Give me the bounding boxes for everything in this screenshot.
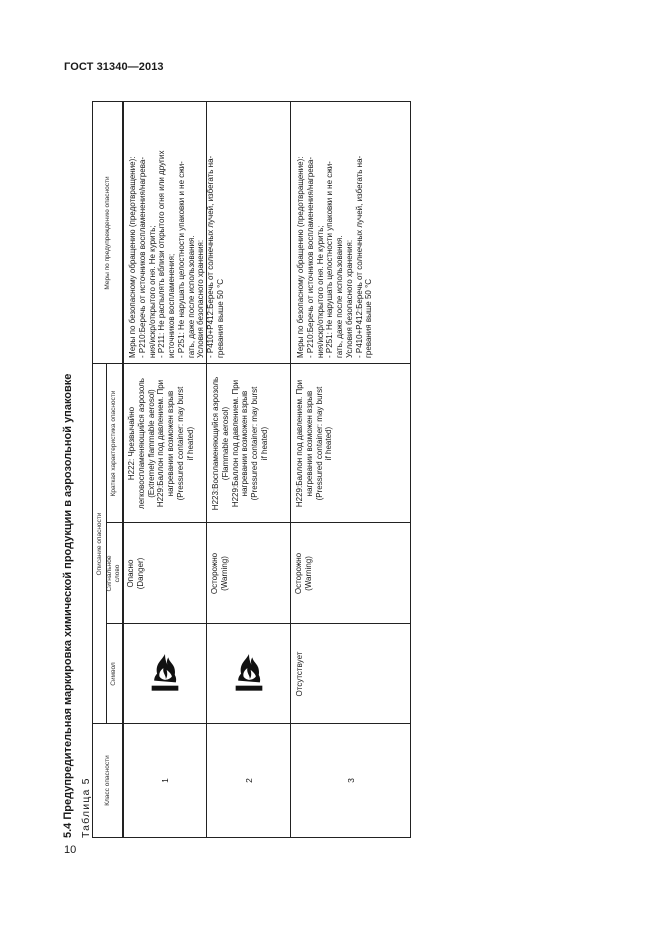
text-line: H229:Баллон под давлением. При (156, 379, 166, 508)
header-hazard-class: Класс опасности (103, 755, 111, 806)
section-heading: 5.4 Предупредительная маркировка химической продукции в аэрозольной упаковке (62, 373, 74, 838)
text-line: гревания выше 50 °С (215, 278, 225, 358)
header-symbol: Символ (110, 662, 118, 686)
text-line: H222: Чрезвычайно (127, 406, 136, 481)
flame-icon (140, 649, 190, 699)
text-line: ния/искр/открытого огня. Не курить; (315, 225, 325, 358)
row1-precautions (124, 102, 225, 364)
flame-icon (224, 649, 274, 699)
text-line: if heated) (324, 426, 334, 461)
row1-hazard-class: 1 (159, 778, 170, 783)
text-line: - Р210:Беречь от источников воспламенения/нагрева- (305, 157, 315, 358)
header-signal-word-l1 (106, 556, 122, 592)
text-line: (Pressured container: may burst (314, 386, 324, 501)
text-line: - Р251: Не нарушать целостности упаковки и не сжи- (325, 161, 335, 358)
header-signal-word-line: Сигнальное (106, 555, 114, 592)
row2-hazard-class: 2 (243, 778, 254, 783)
text-line: if heated) (185, 426, 195, 461)
text-line: (Danger) (135, 557, 145, 590)
row1-characteristic-text (127, 378, 195, 509)
text-line: Осторожно (210, 552, 219, 595)
text-line: нагревании возможен взрыв (166, 390, 175, 497)
text-line: (Pressured container: may burst (250, 386, 259, 501)
text-line: - Р410+Р412:Беречь от солнечных лучей, избегать на- (206, 155, 215, 358)
text-line: H229:Баллон под давлением. При (295, 379, 304, 508)
row2-signal-word-text (210, 553, 230, 594)
flame-pictogram-svg (140, 649, 190, 699)
text-line: - Р210:Беречь от источников воспламенения/нагрева- (137, 157, 147, 358)
text-line: - Р251: Не нарушать целостности упаковки и не сжи- (176, 161, 186, 358)
row2-characteristic-text (211, 377, 270, 510)
header-signal-word-line: слово (114, 564, 121, 583)
text-line: Опасно (126, 559, 135, 588)
row3-precautions-text (296, 156, 374, 358)
text-line: (Flammable aerosol) (220, 406, 230, 481)
table-label: Таблица 5 (80, 777, 92, 838)
row3-symbol: Отсутствует (295, 651, 304, 697)
row3-hazard-class: 3 (345, 778, 356, 783)
text-line: Осторожно (294, 552, 303, 595)
row2-symbol (208, 624, 290, 724)
row3-signal-word-text (294, 553, 314, 594)
text-line: H223:Воспламеняющийся аэрозоль (211, 376, 220, 511)
text-line: нагревании возможен взрыв (304, 390, 314, 497)
text-line: if heated) (259, 426, 269, 461)
row1-signal-word (124, 523, 206, 624)
header-precautions: Меры по предупреждению опасности (103, 176, 111, 290)
row3-characteristic (292, 364, 410, 523)
page-number: 10 (64, 844, 77, 856)
header-brief-characteristic: Краткая характеристика опасности (110, 390, 118, 497)
text-line: Условия безопасного хранения: (344, 239, 354, 358)
text-line: H229:Баллон под давлением. При (230, 379, 240, 508)
header-hazard-description: Описание опасности (95, 512, 103, 576)
flame-pictogram-svg (224, 649, 274, 699)
text-line: гать, даже после использования. (186, 235, 196, 358)
text-line: (Warning) (303, 556, 313, 591)
row3-characteristic-text (295, 380, 334, 507)
rotated-table-block (62, 56, 411, 838)
text-line: (Warning) (219, 556, 229, 591)
text-line: - Р211: Не распылять вблизи открытого огня или других (157, 150, 167, 358)
text-line: ния/искр/открытого огня. Не курить; (147, 225, 157, 358)
text-line: - Р410+Р412:Беречь от солнечных лучей, избегать на- (354, 155, 364, 358)
row1-signal-word-text (126, 558, 146, 590)
row2-characteristic (208, 364, 290, 523)
text-line: гревания выше 50 °С (364, 278, 374, 358)
row-divider (290, 102, 291, 837)
text-line: Условия безопасного хранения: (196, 239, 206, 358)
text-line: источников воспламенения; (167, 253, 176, 358)
text-line: Меры по безопасному обращению (предотвращение): (128, 156, 137, 358)
text-line: легковоспламеняющийся аэрозоль (136, 378, 146, 509)
text-line: нагревании возможен взрыв (240, 390, 250, 497)
text-line: гать, даже после использования. (335, 235, 344, 358)
row2-signal-word (208, 523, 290, 624)
row1-symbol (124, 624, 206, 724)
text-line: (Extremely flammable aerosol) (146, 389, 156, 498)
text-line: Меры по безопасному обращению (предотвращение): (296, 156, 305, 358)
text-line: (Pressured container: may burst (175, 386, 185, 501)
document-code: ГОСТ 31340—2013 (64, 61, 164, 73)
row3-signal-word (292, 523, 410, 624)
row1-characteristic (124, 364, 206, 523)
hazard-table (92, 101, 411, 838)
row3-precautions (292, 102, 410, 364)
row2-precautions (208, 102, 290, 364)
header-signal-word (106, 523, 122, 624)
